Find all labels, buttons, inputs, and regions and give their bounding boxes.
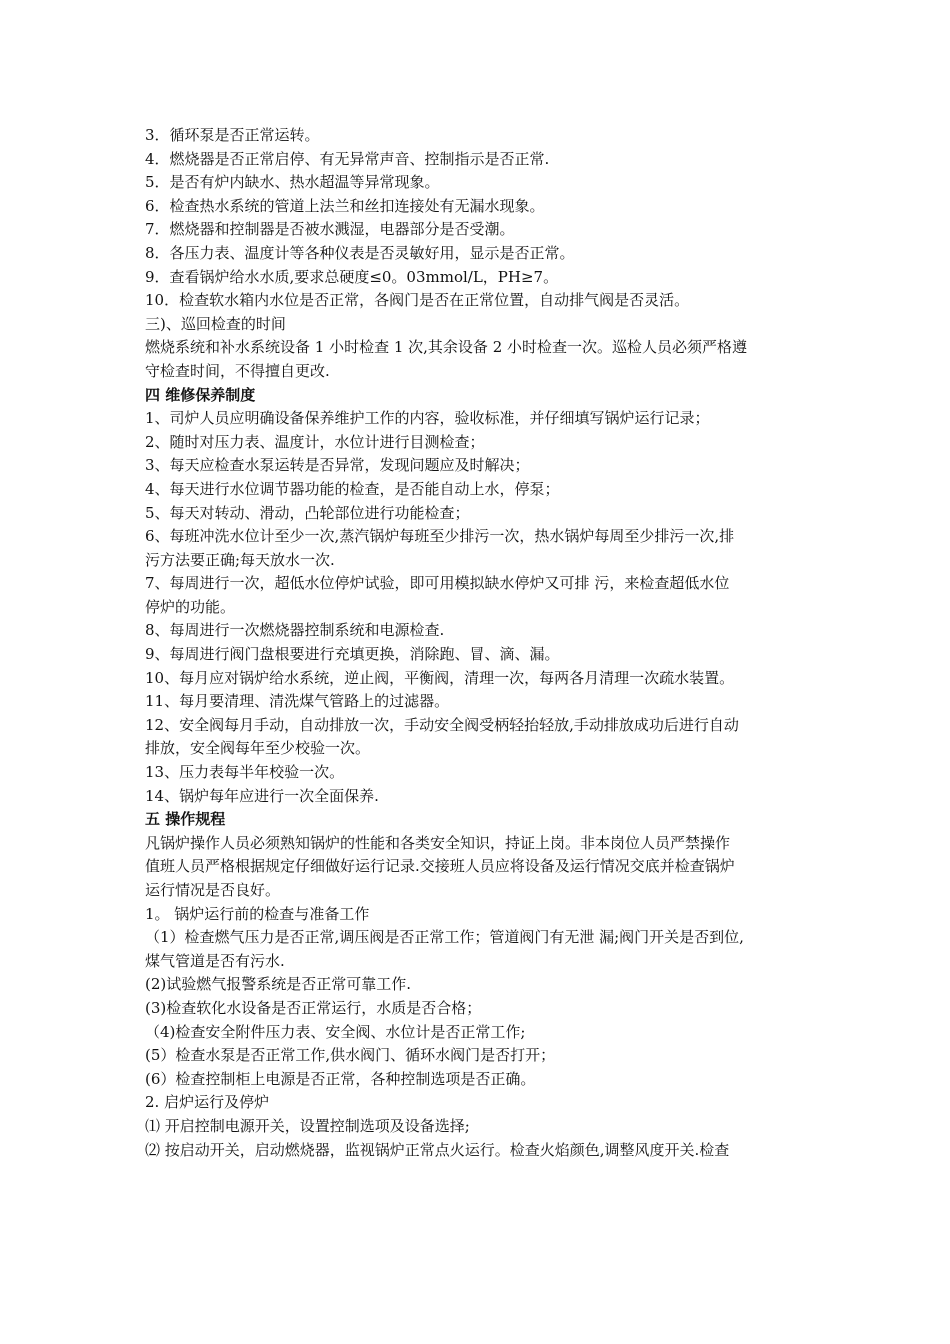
text-line: 14、锅炉每年应进行一次全面保养.	[145, 786, 379, 805]
text-line: 2、随时对压力表、温度计，水位计进行目测检查；	[145, 432, 485, 451]
text-line: 运行情况是否良好。	[145, 881, 281, 899]
text-line: 燃烧系统和补水系统设备 1 小时检查 1 次,其余设备 2 小时检查一次。巡检人员必须严格遵	[145, 338, 748, 357]
text-line: 9、每周进行阀门盘根要进行充填更换，消除跑、冒、滴、漏。	[145, 645, 560, 664]
text-line: 8．各压力表、温度计等各种仪表是否灵敏好用，显示是否正常。	[145, 243, 575, 262]
text-line: 煤气管道是否有污水.	[145, 951, 285, 970]
text-line: 三)、巡回检查的时间	[145, 314, 286, 333]
text-line: 12、安全阀每月手动，自动排放一次，手动安全阀受柄轻抬轻放,手动排放成功后进行自动	[145, 715, 739, 734]
text-line: 排放，安全阀每年至少校验一次。	[145, 739, 371, 758]
text-line: 5．是否有炉内缺水、热水超温等异常现象。	[145, 173, 440, 192]
text-line: (3)检查软化水设备是否正常运行，水质是否合格；	[145, 998, 482, 1017]
text-line: 3、每天应检查水泵运转是否异常，发现问题应及时解决；	[145, 456, 530, 475]
text-line: 11、每月要清理、清洗煤气管路上的过滤器。	[145, 692, 450, 711]
text-line: ⑴ 开启控制电源开关，设置控制选项及设备选择;	[145, 1116, 470, 1135]
text-line: (5）检查水泵是否正常工作,供水阀门、循环水阀门是否打开；	[145, 1046, 556, 1065]
text-line: 7、每周进行一次，超低水位停炉试验，即可用模拟缺水停炉又可排 污，来检查超低水位	[145, 574, 730, 593]
document-body	[145, 124, 815, 1162]
text-line: 4、每天进行水位调节器功能的检查，是否能自动上水，停泵；	[145, 479, 560, 498]
text-line: 5、每天对转动、滑动，凸轮部位进行功能检查；	[145, 503, 470, 522]
section-heading: 五 操作规程	[145, 810, 226, 829]
text-line: 6．检查热水系统的管道上法兰和丝扣连接处有无漏水现象。	[145, 196, 545, 215]
text-line: （4)检查安全附件压力表、安全阀、水位计是否正常工作;	[145, 1022, 526, 1041]
text-line: 1、司炉人员应明确设备保养维护工作的内容，验收标准，并仔细填写锅炉运行记录；	[145, 409, 710, 428]
text-line: 7．燃烧器和控制器是否被水溅湿，电器部分是否受潮。	[145, 220, 515, 239]
text-line: 2. 启炉运行及停炉	[145, 1093, 270, 1112]
section-heading: 四 维修保养制度	[145, 385, 256, 404]
text-line: 9．查看锅炉给水水质,要求总硬度≤0。03mmol/L，PH≥7。	[145, 267, 559, 286]
text-line: (2)试验燃气报警系统是否正常可靠工作.	[145, 975, 412, 994]
text-line: 值班人员严格根据规定仔细做好运行记录.交接班人员应将设备及运行情况交底并检查锅炉	[145, 857, 735, 876]
text-line: 6、每班冲洗水位计至少一次,蒸汽锅炉每班至少排污一次，热水锅炉每周至少排污一次,排	[145, 527, 735, 546]
text-line: ⑵ 按启动开关，启动燃烧器，监视锅炉正常点火运行。检查火焰颜色,调整风度开关.检查	[145, 1140, 730, 1159]
text-line: 4．燃烧器是否正常启停、有无异常声音、控制指示是否正常.	[145, 149, 550, 168]
text-line: （1）检查燃气压力是否正常,调压阀是否正常工作；管道阀门有无泄 漏;阀门开关是否到位,	[145, 928, 744, 947]
text-line: 8、每周进行一次燃烧器控制系统和电源检查.	[145, 621, 445, 640]
text-line: 污方法要正确;每天放水一次.	[145, 550, 335, 569]
text-line: 10．检查软水箱内水位是否正常，各阀门是否在正常位置，自动排气阀是否灵活。	[145, 291, 690, 310]
text-line: 守检查时间，不得擅自更改.	[145, 361, 330, 380]
text-line: 停炉的功能。	[145, 597, 236, 616]
text-line: 凡锅炉操作人员必须熟知锅炉的性能和各类安全知识，持证上岗。非本岗位人员严禁操作	[145, 833, 731, 852]
text-line: (6）检查控制柜上电源是否正常，各种控制选项是否正确。	[145, 1069, 536, 1088]
text-line: 10、每月应对锅炉给水系统，逆止阀，平衡阀，清理一次，每两各月清理一次疏水装置。	[145, 668, 735, 687]
text-line: 3．循环泵是否正常运转。	[145, 126, 320, 144]
text-line: 1。 锅炉运行前的检查与准备工作	[145, 904, 370, 923]
text-line: 13、压力表每半年校验一次。	[145, 763, 345, 782]
